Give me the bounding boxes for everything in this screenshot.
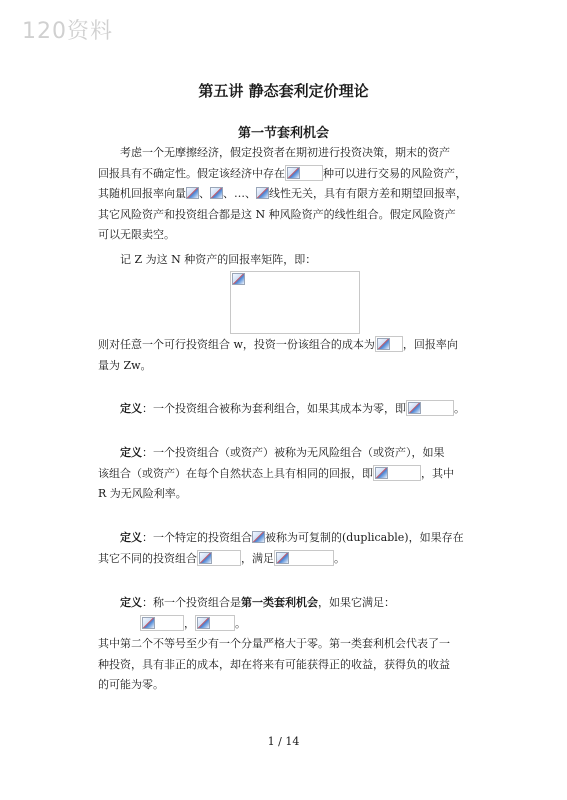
text-line: [98, 549, 474, 570]
text-line: [98, 335, 474, 356]
definition-label: 定义: [120, 402, 142, 415]
text-line: 考虑一个无摩擦经济，假定投资者在期初进行投资决策，期末的资产: [120, 146, 450, 159]
text-span: ：称一个投资组合是: [142, 596, 241, 609]
formula-image-cost-nonpositive: [140, 615, 184, 631]
broken-image-icon: [232, 273, 245, 285]
broken-image-icon: [256, 187, 269, 199]
lecture-title: 第五讲 静态套利定价理论: [198, 82, 369, 100]
text-line: 的可能为零。: [98, 678, 164, 691]
text-span: 。: [454, 402, 465, 415]
text-span: 被称为可复制的(duplicable)，如果存在: [265, 531, 464, 544]
text-span: ，: [184, 616, 195, 630]
text-span: 则对任意一个可行投资组合 w，投资一份该组合的成本为: [98, 338, 375, 351]
text-span: 种可以进行交易的风险资产，: [323, 166, 466, 180]
definition-riskfree: [98, 443, 474, 505]
paragraph-cost: [98, 335, 474, 376]
section-heading: 第一节套利机会: [237, 126, 329, 141]
broken-image-icon: [197, 617, 210, 629]
text-line: 种投资，具有非正的成本，却在将来有可能获得正的收益，获得负的收益: [98, 657, 450, 671]
formula-image-n: [285, 165, 323, 181]
formula-image-riskfree: [373, 465, 421, 481]
definition-label: 定义: [120, 531, 142, 544]
definition-arbitrage: [98, 399, 474, 420]
text-line: 其中第二个不等号至少有一个分量严格大于零。第一类套利机会代表了一: [98, 637, 450, 650]
text-line: [98, 614, 474, 635]
formula-image-condition: [274, 550, 334, 566]
text-span: 、: [199, 187, 210, 200]
text-span: 回报具有不确定性。假定该经济中存在: [98, 166, 285, 180]
definition-label: 定义: [120, 446, 142, 459]
bold-term: 第一类套利机会: [241, 596, 318, 609]
text-span: ：一个特定的投资组合: [142, 531, 252, 544]
watermark: 120资料: [22, 19, 113, 44]
text-line: [98, 164, 474, 185]
text-span: ，回报率向: [402, 338, 458, 351]
text-span: 线性无关，具有有限方差和期望回报率，: [269, 187, 467, 200]
text-span: ，如果它满足：: [318, 596, 395, 609]
definition-duplicable: [98, 528, 474, 569]
formula-image-other-portfolio: [197, 550, 241, 566]
text-line: 记 Z 为这 N 种资产的回报率矩阵，即：: [120, 253, 317, 266]
paragraph-matrix-intro: [98, 250, 474, 271]
broken-image-icon: [252, 531, 265, 543]
text-span: 。: [235, 616, 246, 630]
text-span: 其它不同的投资组合: [98, 551, 197, 565]
formula-image-zero-cost: [406, 400, 454, 416]
text-span: 其随机回报率向量: [98, 187, 186, 200]
text-line: 量为 Zw。: [98, 358, 152, 372]
definition-first-type-arbitrage: [98, 593, 474, 696]
text-line: [98, 443, 474, 464]
text-line: 其它风险资产和投资组合都是这 N 种风险资产的线性组合。假定风险资产: [98, 207, 456, 221]
text-span: ：一个投资组合（或资产）被称为无风险组合（或资产），如果: [142, 446, 445, 459]
text-span: ，其中: [421, 466, 454, 480]
broken-image-icon: [142, 617, 155, 629]
page-number: 1 / 14: [267, 735, 300, 748]
text-line: [98, 399, 474, 420]
broken-image-icon: [199, 552, 212, 564]
paragraph-intro: [98, 143, 474, 246]
text-span: 该组合（或资产）在每个自然状态上具有相同的回报，即: [98, 466, 373, 480]
definition-label: 定义: [120, 596, 142, 609]
broken-image-icon: [186, 187, 199, 199]
text-line: [98, 528, 474, 549]
text-span: 。: [334, 551, 345, 565]
broken-image-icon: [377, 338, 390, 350]
broken-image-icon: [210, 187, 223, 199]
formula-image-payoff-nonnegative: [195, 615, 235, 631]
text-line: 可以无限卖空。: [98, 228, 175, 241]
broken-image-icon: [276, 552, 289, 564]
broken-image-icon: [408, 402, 421, 414]
formula-image-cost: [375, 336, 403, 352]
text-span: ，满足: [241, 551, 274, 565]
text-line: [98, 593, 474, 614]
text-line: R 为无风险利率。: [98, 487, 187, 500]
text-span: ：一个投资组合被称为套利组合，如果其成本为零，即: [142, 402, 406, 415]
text-line: [98, 464, 474, 485]
broken-image-icon: [287, 167, 300, 179]
text-line: [98, 184, 474, 205]
matrix-formula-image: [230, 271, 360, 334]
text-span: 、…、: [223, 187, 256, 200]
broken-image-icon: [375, 467, 388, 479]
